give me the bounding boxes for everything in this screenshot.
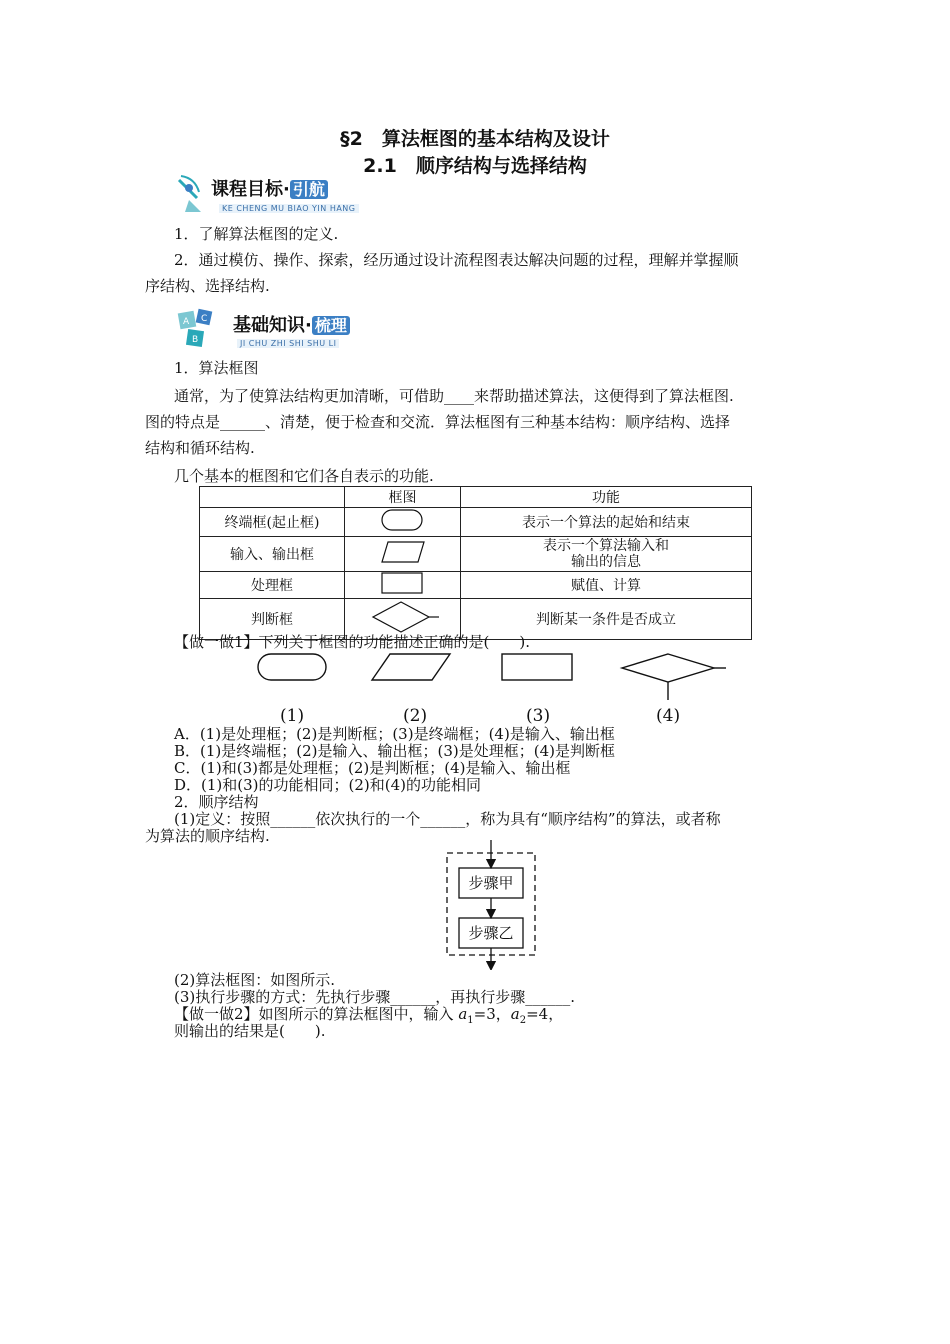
banner1-highlight: 引航 [290,180,328,199]
symbol-function: 表示一个算法的起始和结束 [461,508,752,537]
section2-def-1: (1)定义：按照______依次执行的一个______，称为具有“顺序结构”的算法，或者称 [174,810,721,828]
course-goals-banner [175,172,385,212]
io-shape-icon [372,654,450,680]
step-a-label: 步骤甲 [468,874,514,892]
step-b-label: 步骤乙 [468,924,514,942]
table-row [200,572,752,599]
section1-para-3: 结构和循环结构. [145,439,255,457]
sequence-flowchart [440,840,540,970]
symbol-shape [345,537,461,572]
process-shape-icon [378,572,428,594]
symbol-function: 表示一个算法输入和 输出的信息 [461,537,752,572]
option-c: C．(1)和(3)都是处理框；(2)是判断框；(4)是输入、输出框 [174,759,571,777]
symbol-function: 赋值、计算 [461,572,752,599]
section1-heading: 1．算法框图 [174,359,259,377]
table-header-cell: 框图 [345,487,461,508]
symbol-shape [345,508,461,537]
svg-text:B: B [192,335,199,345]
io-shape-icon [378,539,428,565]
table-header-cell [200,487,345,508]
symbol-function: 判断某一条件是否成立 [461,599,752,640]
basic-knowledge-banner [175,306,395,346]
section2-flow-desc: (2)算法框图：如图所示. [174,971,336,989]
table-header-cell: 功能 [461,487,752,508]
section1-para-1: 通常，为了使算法结构更加清晰，可借助____来帮助描述算法，这便得到了算法框图. [174,387,734,405]
var-a1-value: =3， [473,1005,511,1023]
table-intro: 几个基本的框图和它们各自表示的功能. [174,467,434,485]
banner2-highlight: 梳理 [312,316,350,335]
section2-heading: 2．顺序结构 [174,793,259,811]
symbol-name: 终端框(起止框) [200,508,345,537]
banner1-pinyin: KE CHENG MU BIAO YIN HANG [219,204,359,213]
process-shape-icon [502,654,572,680]
decision-shape-icon [363,599,443,635]
var-a2-sub: 2 [519,1015,527,1026]
exercise2-line2: 则输出的结果是( ). [174,1022,326,1040]
symbol-name: 输入、输出框 [200,537,345,572]
option-a: A．(1)是处理框；(2)是判断框；(3)是终端框；(4)是输入、输出框 [174,725,615,743]
table-header-row [200,487,752,508]
flowchart-symbol-table [199,486,752,640]
var-a2-value: =4， [526,1005,564,1023]
page-subtitle: 2.1 顺序结构与选择结构 [363,155,587,177]
banner1-text: 课程目标· [211,179,290,200]
symbol-name: 判断框 [200,599,345,640]
goal-1: 1．了解算法框图的定义. [174,225,339,243]
banner2-pinyin: JI CHU ZHI SHI SHU LI [237,339,339,348]
exercise1-shapes [250,648,730,708]
exercise1-question: 【做一做1】下列关于框图的功能描述正确的是( ). [174,633,531,651]
var-a1: a [458,1005,468,1023]
terminal-shape-icon [258,654,326,680]
shape-label: (2) [403,706,428,726]
table-row [200,508,752,537]
section1-para-2: 图的特点是______、清楚，便于检查和交流．算法框图有三种基本结构：顺序结构、选择 [145,413,731,431]
abc-blocks-icon [175,306,219,350]
svg-text:A: A [183,317,190,327]
shape-label: (3) [526,706,551,726]
shape-label: (1) [280,706,305,726]
decision-shape-icon [622,654,714,682]
terminal-shape-icon [378,508,428,532]
page-title: §2 算法框图的基本结构及设计 [340,128,610,150]
shape-label: (4) [656,706,681,726]
goal-2: 2．通过模仿、操作、探索，经历通过设计流程图表达解决问题的过程，理解并掌握顺 [174,251,739,269]
option-d: D．(1)和(3)的功能相同；(2)和(4)的功能相同 [174,776,482,794]
table-row [200,537,752,572]
section2-exec: (3)执行步骤的方式：先执行步骤______，再执行步骤______. [174,988,576,1006]
satellite-icon [175,172,215,214]
symbol-shape [345,572,461,599]
exercise2-prefix: 【做一做2】如图所示的算法框图中，输入 [174,1005,454,1023]
section2-def-2: 为算法的顺序结构. [145,827,270,845]
goal-2-cont: 序结构、选择结构. [145,277,270,295]
banner2-text: 基础知识· [233,315,312,336]
option-b: B．(1)是终端框；(2)是输入、输出框；(3)是处理框；(4)是判断框 [174,742,616,760]
symbol-name: 处理框 [200,572,345,599]
var-a1-sub: 1 [467,1015,474,1026]
svg-text:C: C [201,314,208,324]
var-a2: a [510,1005,520,1023]
